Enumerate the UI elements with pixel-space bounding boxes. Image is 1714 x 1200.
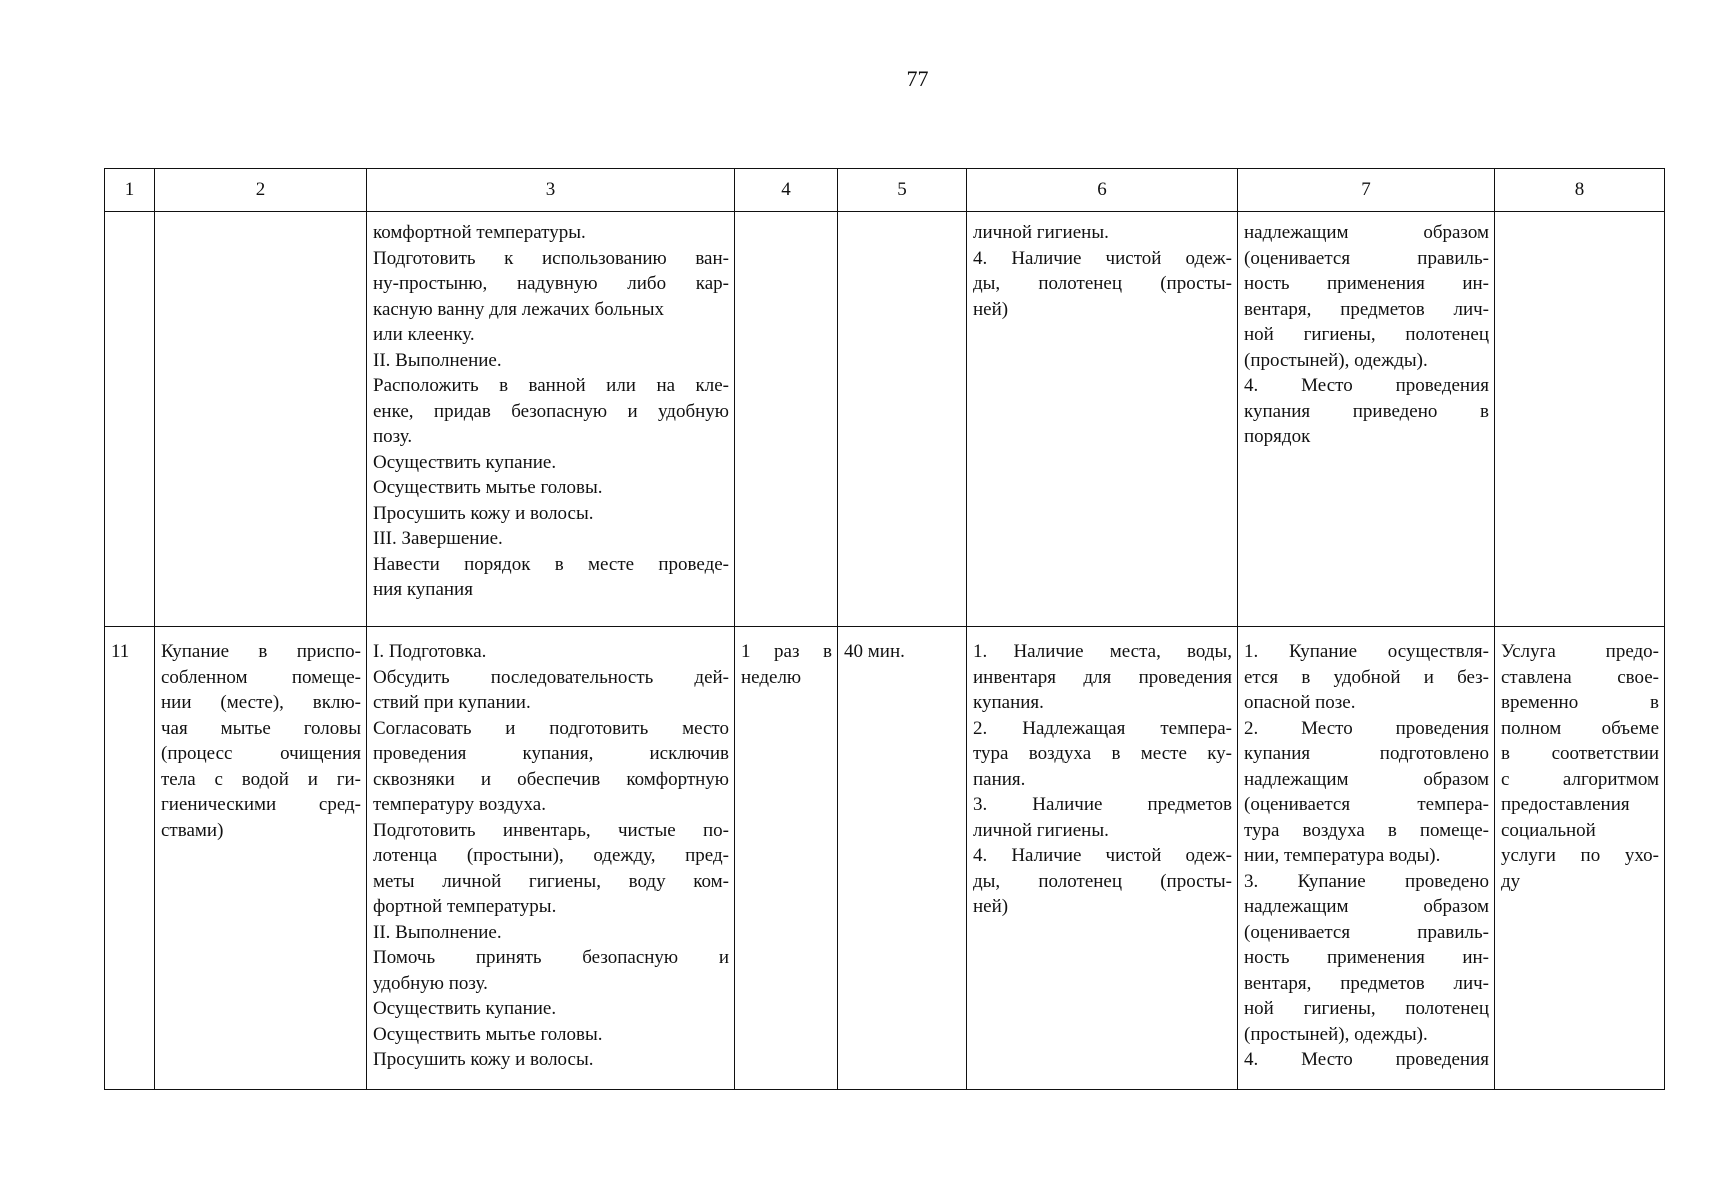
cell-text-line: 2. Надлежащая темпера-	[973, 717, 1232, 739]
cell-text-line: опасной позе.	[1244, 692, 1356, 713]
header-col-2: 2	[155, 169, 367, 212]
cell-text-line: ставлена свое-	[1501, 666, 1659, 688]
cell-text-line: Купание в приспо-	[161, 641, 361, 662]
cell-text-line: лотенца (простыни), одежду, пред-	[373, 845, 729, 866]
header-col-7: 7	[1238, 169, 1495, 212]
cell-text-line: ды, полотенец (просты-	[973, 273, 1232, 294]
cell-text-line: ной гигиены, полотенец	[1244, 324, 1489, 345]
cell-text-line: ность применения ин-	[1244, 947, 1489, 968]
cell-text-line: ния купания	[373, 579, 473, 600]
cell-text-line: пания.	[973, 768, 1026, 790]
cell-text-line: III. Завершение.	[373, 528, 503, 549]
cell-text-line: ней)	[973, 298, 1009, 320]
cell-text-line: фортной температуры.	[373, 896, 557, 917]
cell-evaluation	[1495, 212, 1665, 627]
cell-text-line: нии (месте), вклю-	[161, 692, 361, 713]
cell-text-line: 1. Купание осуществля-	[1244, 641, 1489, 662]
cell-text-line: Расположить в ванной или на кле-	[373, 375, 729, 396]
cell-text-line: 4. Место проведения	[1244, 1049, 1489, 1070]
cell-text-line: нии, температура воды).	[1244, 845, 1441, 866]
cell-text-line: ду	[1501, 870, 1521, 892]
cell-text-line: или клеенку.	[373, 324, 475, 345]
cell-text-line: временно в	[1501, 692, 1659, 713]
cell-text-line: позу.	[373, 426, 413, 447]
cell-text-line: купания подготовлено	[1244, 743, 1489, 764]
cell-description	[367, 627, 735, 1090]
cell-text-line: (простыней), одежды).	[1244, 349, 1428, 371]
header-col-8: 8	[1495, 169, 1665, 212]
cell-text-line: ды, полотенец (просты-	[973, 870, 1232, 892]
cell-text-line: Обсудить последовательность дей-	[373, 666, 729, 688]
cell-text-line: полном объеме	[1501, 717, 1659, 739]
cell-text-line: порядок	[1244, 426, 1311, 447]
cell-text-line: ность применения ин-	[1244, 273, 1489, 294]
cell-text-line: 3. Купание проведено	[1244, 870, 1489, 892]
cell-text-line: тела с водой и ги-	[161, 768, 361, 790]
cell-text-line: (оценивается правиль-	[1244, 921, 1489, 943]
cell-text-line: ной гигиены, полотенец	[1244, 998, 1489, 1019]
cell-number	[105, 212, 155, 627]
table-row-11	[105, 627, 1665, 1090]
cell-text-line: II. Выполнение.	[373, 921, 502, 943]
cell-quality-indicators	[1238, 212, 1495, 627]
page-number: 77	[906, 66, 929, 91]
cell-text-line: гиеническими сред-	[161, 794, 361, 815]
cell-text-line: (процесс очищения	[161, 743, 361, 764]
cell-text-line: личной гигиены.	[973, 819, 1109, 841]
cell-text-line: надлежащим образом	[1244, 768, 1489, 790]
cell-text-line: вентаря, предметов лич-	[1244, 972, 1489, 994]
cell-text-line: тура воздуха в помеще-	[1244, 819, 1489, 841]
cell-text-line: личной гигиены.	[973, 222, 1109, 243]
cell-conditions	[967, 627, 1238, 1090]
cell-text-line: сквозняки и обеспечив комфортную	[373, 768, 729, 790]
header-row	[105, 169, 1665, 212]
cell-text-line: удобную позу.	[373, 972, 488, 994]
cell-text-line: (простыней), одежды).	[1244, 1023, 1428, 1045]
cell-text-line: I. Подготовка.	[373, 641, 487, 662]
header-col-6: 6	[967, 169, 1238, 212]
cell-text-line: 3. Наличие предметов	[973, 794, 1232, 815]
cell-text-line: ется в удобной и без-	[1244, 666, 1489, 688]
cell-text-line: ствами)	[161, 819, 224, 841]
cell-number: 11	[105, 627, 155, 1090]
cell-text-line: Просушить кожу и волосы.	[373, 1049, 594, 1070]
cell-text-line: Осуществить мытье головы.	[373, 477, 603, 498]
cell-text-line: (оценивается темпера-	[1244, 794, 1489, 815]
cell-text-line: 4. Место проведения	[1244, 375, 1489, 396]
cell-text-line: 1 раз в	[741, 641, 832, 662]
cell-text-line: Осуществить купание.	[373, 998, 557, 1019]
cell-duration	[838, 212, 967, 627]
cell-text-line: собленном помеще-	[161, 666, 361, 688]
cell-quality-indicators	[1238, 627, 1495, 1090]
cell-text-line: услуги по ухо-	[1501, 845, 1659, 866]
cell-text-line: неделю	[741, 666, 802, 688]
table-row-continuation	[105, 212, 1665, 627]
header-col-1: 1	[105, 169, 155, 212]
cell-text-line: Осуществить купание.	[373, 451, 557, 473]
cell-text-line: ней)	[973, 896, 1009, 917]
cell-text-line: температуру воздуха.	[373, 794, 546, 815]
cell-text-line: ствий при купании.	[373, 692, 531, 713]
cell-service-name	[155, 212, 367, 627]
cell-text-line: Помочь принять безопасную и	[373, 947, 729, 968]
cell-text-line: чая мытье головы	[161, 717, 361, 739]
cell-text-line: Осуществить мытье головы.	[373, 1023, 603, 1045]
cell-description	[367, 212, 735, 627]
cell-text-line: 4. Наличие чистой одеж-	[973, 247, 1232, 269]
cell-text-line: инвентаря для проведения	[973, 666, 1232, 688]
header-col-5: 5	[838, 169, 967, 212]
cell-periodicity	[735, 212, 838, 627]
header-col-3: 3	[367, 169, 735, 212]
cell-service-name	[155, 627, 367, 1090]
cell-text-line: с алгоритмом	[1501, 768, 1659, 790]
cell-text-line: Согласовать и подготовить место	[373, 717, 729, 739]
cell-text-line: Услуга предо-	[1501, 641, 1659, 662]
cell-text-line: надлежащим образом	[1244, 222, 1489, 243]
cell-text-line: (оценивается правиль-	[1244, 247, 1489, 269]
cell-text-line: касную ванну для лежачих больных	[373, 298, 664, 320]
cell-text-line: II. Выполнение.	[373, 349, 502, 371]
cell-evaluation	[1495, 627, 1665, 1090]
cell-text-line: надлежащим образом	[1244, 896, 1489, 917]
cell-text-line: социальной	[1501, 819, 1596, 841]
cell-duration: 40 мин.	[838, 627, 967, 1090]
cell-text-line: Просушить кожу и волосы.	[373, 502, 594, 524]
cell-text-line: комфортной температуры.	[373, 222, 586, 243]
cell-text-line: тура воздуха в месте ку-	[973, 743, 1232, 764]
cell-text-line: вентаря, предметов лич-	[1244, 298, 1489, 320]
cell-text-line: купания приведено в	[1244, 400, 1489, 422]
services-table	[104, 168, 1665, 1090]
cell-text-line: 4. Наличие чистой одеж-	[973, 845, 1232, 866]
header-col-4: 4	[735, 169, 838, 212]
cell-periodicity	[735, 627, 838, 1090]
cell-text-line: 2. Место проведения	[1244, 717, 1489, 739]
cell-text-line: 1. Наличие места, воды,	[973, 641, 1232, 662]
cell-text-line: Навести порядок в месте проведе-	[373, 553, 729, 575]
cell-text-line: ну-простыню, надувную либо кар-	[373, 273, 729, 294]
cell-text-line: Подготовить инвентарь, чистые по-	[373, 819, 729, 841]
cell-text-line: купания.	[973, 692, 1044, 713]
cell-text-line: енке, придав безопасную и удобную	[373, 400, 729, 422]
cell-text-line: в соответствии	[1501, 743, 1659, 764]
cell-text-line: проведения купания, исключив	[373, 743, 729, 764]
cell-text-line: предоставления	[1501, 794, 1630, 815]
cell-conditions	[967, 212, 1238, 627]
cell-text-line: меты личной гигиены, воду ком-	[373, 870, 729, 892]
cell-text-line: Подготовить к использованию ван-	[373, 247, 729, 269]
